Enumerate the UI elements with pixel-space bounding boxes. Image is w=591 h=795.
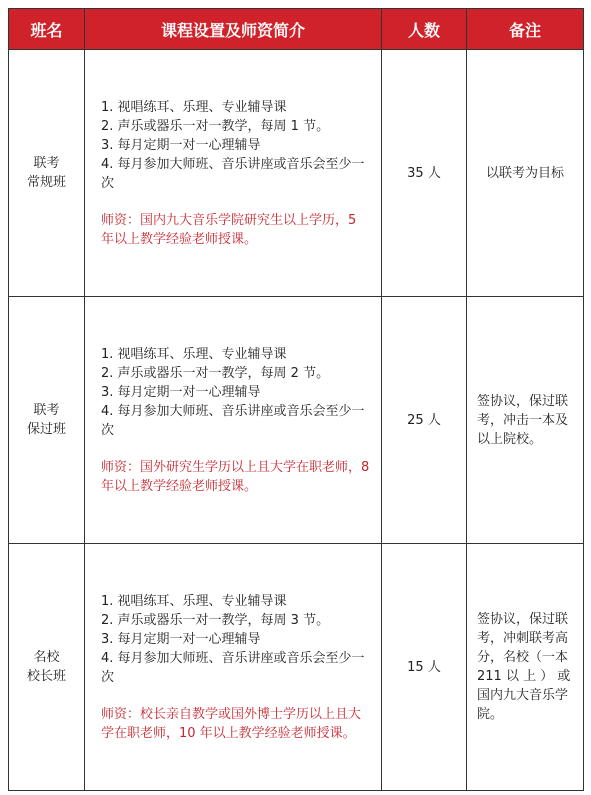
course-cell xyxy=(85,50,382,297)
course-item: 3. 每月定期一对一心理辅导 xyxy=(101,384,261,400)
class-name-cell xyxy=(9,50,85,297)
count-cell: 25 人 xyxy=(382,297,467,544)
course-item: 2. 声乐或器乐一对一教学，每周 3 节。 xyxy=(101,612,330,628)
class-name-cell xyxy=(9,297,85,544)
course-item: 2. 声乐或器乐一对一教学，每周 2 节。 xyxy=(101,365,330,381)
course-item: 3. 每月定期一对一心理辅导 xyxy=(101,631,261,647)
course-cell xyxy=(85,544,382,791)
note-cell: 签协议，保过联考，冲刺联考高分，名校（一本 211 以 上 ） 或国内九大音乐学院。 xyxy=(467,544,584,791)
class-name-line: 联考 xyxy=(33,403,60,418)
class-name-line: 联考 xyxy=(33,156,60,171)
header-count: 人数 xyxy=(382,9,467,50)
class-name-line: 保过班 xyxy=(26,422,66,437)
table-row xyxy=(9,297,584,544)
course-cell xyxy=(85,297,382,544)
course-item: 4. 每月参加大师班、音乐讲座或音乐会至少一次 xyxy=(101,650,365,685)
course-item: 1. 视唱练耳、乐理、专业辅导课 xyxy=(101,99,287,115)
teacher-info: 师资：国内九大音乐学院研究生以上学历，5 年以上教学经验老师授课。 xyxy=(101,212,357,247)
count-cell: 35 人 xyxy=(382,50,467,297)
note-cell: 签协议，保过联考，冲击一本及以上院校。 xyxy=(467,297,584,544)
teacher-info: 师资：校长亲自教学或国外博士学历以上且大学在职老师，10 年以上教学经验老师授课。 xyxy=(101,706,362,741)
header-note: 备注 xyxy=(467,9,584,50)
header-class-name: 班名 xyxy=(9,9,85,50)
course-item: 1. 视唱练耳、乐理、专业辅导课 xyxy=(101,346,287,362)
course-table xyxy=(8,8,584,791)
note-cell: 以联考为目标 xyxy=(467,50,584,297)
count-cell: 15 人 xyxy=(382,544,467,791)
course-item: 4. 每月参加大师班、音乐讲座或音乐会至少一次 xyxy=(101,403,365,438)
class-name-cell xyxy=(9,544,85,791)
class-name-line: 名校 xyxy=(33,650,60,665)
header-row xyxy=(9,9,584,50)
header-course: 课程设置及师资简介 xyxy=(85,9,382,50)
course-item: 4. 每月参加大师班、音乐讲座或音乐会至少一次 xyxy=(101,156,365,191)
table-row xyxy=(9,544,584,791)
course-item: 3. 每月定期一对一心理辅导 xyxy=(101,137,261,153)
class-name-line: 常规班 xyxy=(26,175,66,190)
teacher-info: 师资：国外研究生学历以上且大学在职老师，8 年以上教学经验老师授课。 xyxy=(101,459,370,494)
course-item: 2. 声乐或器乐一对一教学，每周 1 节。 xyxy=(101,118,330,134)
course-item: 1. 视唱练耳、乐理、专业辅导课 xyxy=(101,593,287,609)
class-name-line: 校长班 xyxy=(26,669,66,684)
table-row xyxy=(9,50,584,297)
